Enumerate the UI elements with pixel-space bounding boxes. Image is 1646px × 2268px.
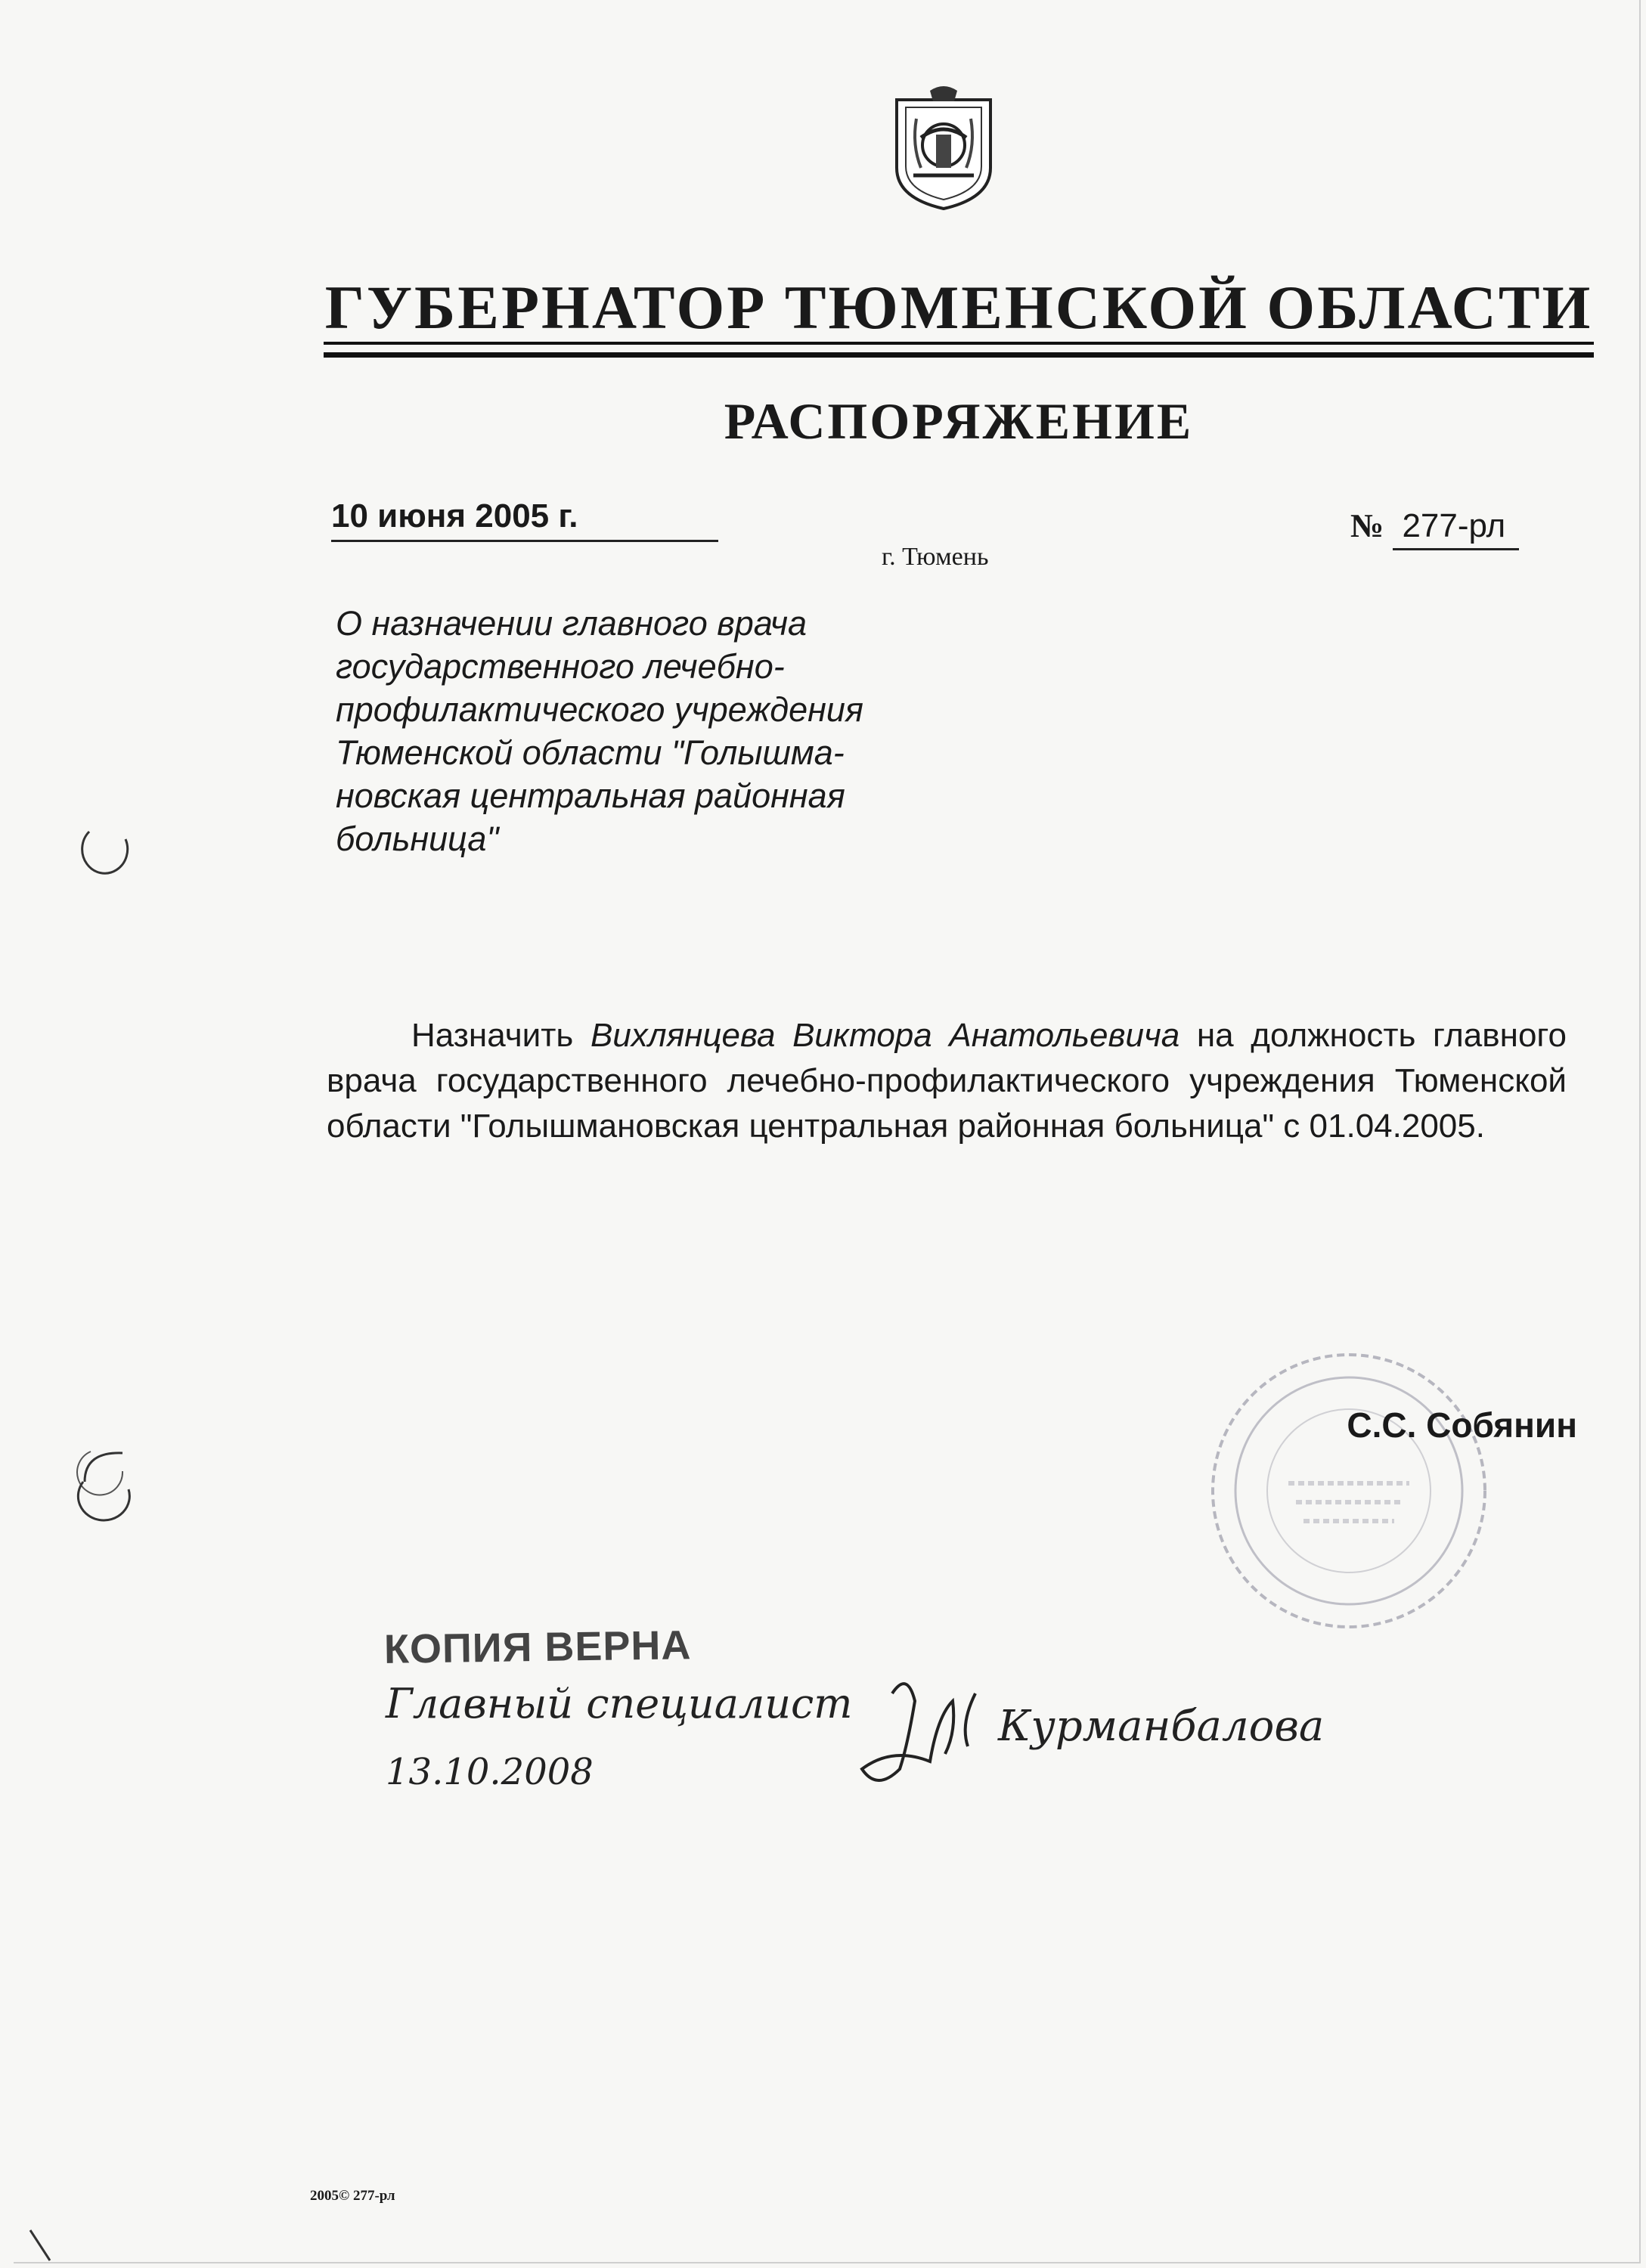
order-body [327,1013,1567,1149]
signer-name: С.С. Собянин [1347,1405,1577,1445]
certification-date: 13.10.2008 [386,1751,594,1793]
issuing-authority-title: ГУБЕРНАТОР ТЮМЕНСКОЙ ОБЛАСТИ [324,273,1593,342]
certification-handwriting [370,1671,1376,1822]
header-rule-thick [324,352,1594,358]
appointee-name: Вихлянцева Виктора Анатольевича [590,1017,1180,1054]
coat-of-arms-emblem [891,85,997,212]
certifier-name: Курманбалова [998,1702,1325,1751]
body-rest: на должность главного врача государственного лечебно-профилактического учреждения Тюменской области "Голышмановская центральная районная больница" с 01.04.2005. [327,1017,1567,1145]
document-subject: О назначении главного врача государственного лечебно- профилактического учреждения Тюменской области "Голышма- новская центральная районная больница" [336,604,863,858]
punch-holes [0,0,197,2268]
certifier-position: Главный специалист [386,1680,853,1727]
document-date: 10 июня 2005 г. [331,497,718,542]
body-lead: Назначить [411,1017,574,1054]
copy-certified-stamp: КОПИЯ ВЕРНА [383,1622,692,1672]
official-seal [1198,1340,1500,1642]
document-city: г. Тюмень [882,543,989,571]
header-rule-thin [324,342,1594,345]
certifier-signature [862,1684,975,1780]
footer-code: 2005© 277-рл [310,2188,395,2204]
number-sign: № [1350,507,1384,544]
number-value: 277-рл [1393,507,1519,550]
document-number [1350,507,1600,550]
document-type-heading: РАСПОРЯЖЕНИЕ [724,392,1194,450]
